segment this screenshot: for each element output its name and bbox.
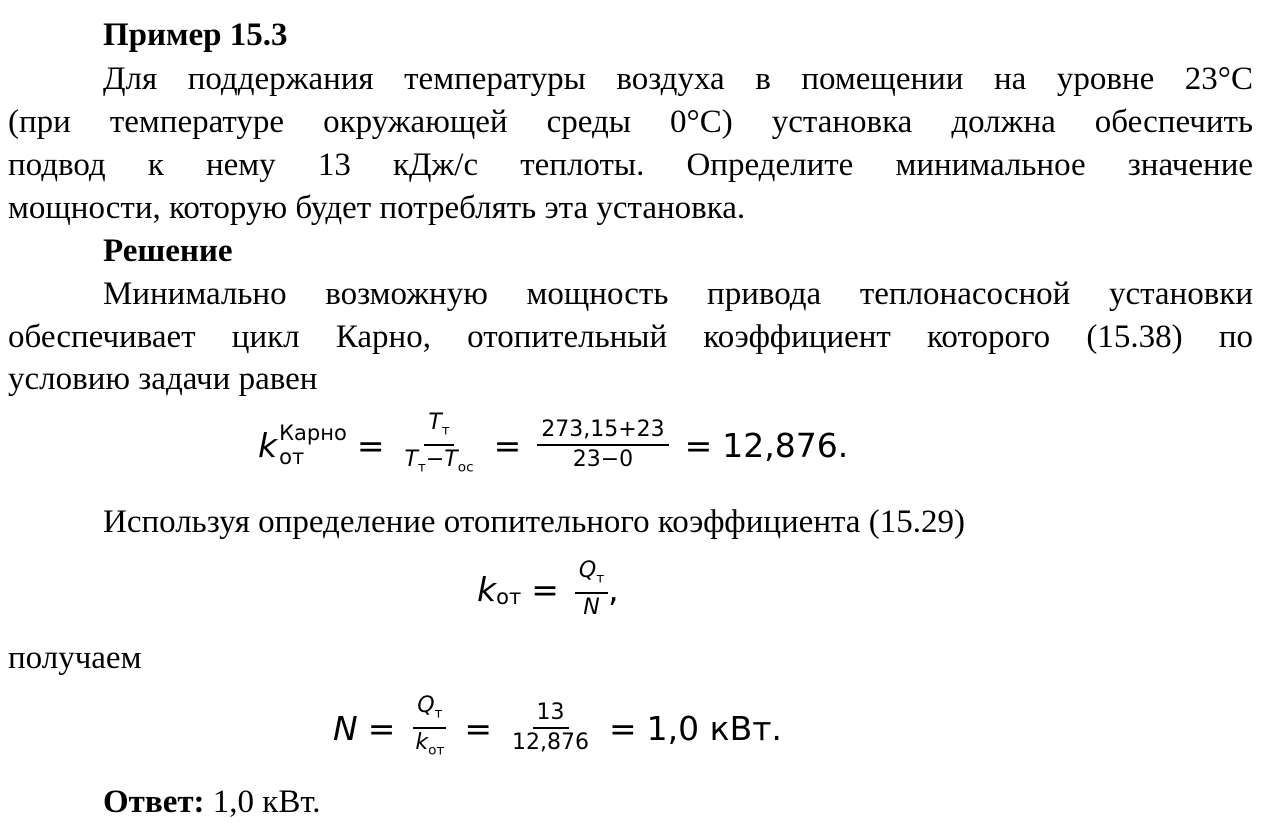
example-heading: Пример 15.3 [103,17,288,53]
fraction-numeric-power: $\frac{13}{12,876}$ [512,700,590,756]
answer-value: 1,0 кВт. [204,784,321,820]
problem-line-1: Для поддержания температуры воздуха в помещении на уровне 23°С [103,61,1253,97]
answer-label: Ответ: [103,784,205,820]
subscript-ot: от [279,445,305,470]
solution-line-3: условию задачи равен [8,361,318,397]
fraction-numeric: $\frac{273,15+23}{23-0}$ [537,417,668,473]
formula-carnot-coefficient: k Карно от = $\frac{T_т}{T_т-T_{ос}}$ = $\frac{273,15+23}{23-0}$ = 12,876. [258,410,848,481]
formula3-result: 1,0 кВт. [646,708,782,748]
solution-line-2: обеспечивает цикл Карно, отопительный коэффициент которого (15.38) по [8,319,1253,355]
fraction-q-over-k: $\frac{Q_т}{k_{от}}$ [411,693,448,764]
text-obtain: получаем [8,640,142,676]
formula1-result: 12,876. [722,425,849,465]
fraction-temperatures: $\frac{T_т}{T_т-T_{ос}}$ [404,410,474,476]
k-carnot-symbol: k Карно от [258,421,347,470]
problem-line-3: подвод к нему 13 кДж/с теплоты. Определите минимальное значение [8,147,1253,183]
answer-line [103,780,1253,824]
problem-line-2: (при температуре окружающей среды 0°С) установка должна обеспечить [8,104,1253,140]
solution-line-1: Минимально возможную мощность привода теплонасосной установки [103,276,1253,312]
superscript-carno: Карно [279,421,347,446]
formula-power: N = $\frac{Q_т}{k_{от}}$ = $\frac{13}{12,876}$ = 1,0 кВт. [333,693,782,764]
formula-heating-coefficient: k $_{от}$ = $\frac{Q_т}{N}$ , [477,558,619,621]
problem-line-4: мощности, которую будет потреблять эта установка. [8,190,746,226]
text-using-definition: Используя определение отопительного коэффициента (15.29) [103,504,965,540]
solution-heading: Решение [103,233,233,269]
fraction-q-over-n: $\frac{Q_т}{N}$ [575,558,608,621]
